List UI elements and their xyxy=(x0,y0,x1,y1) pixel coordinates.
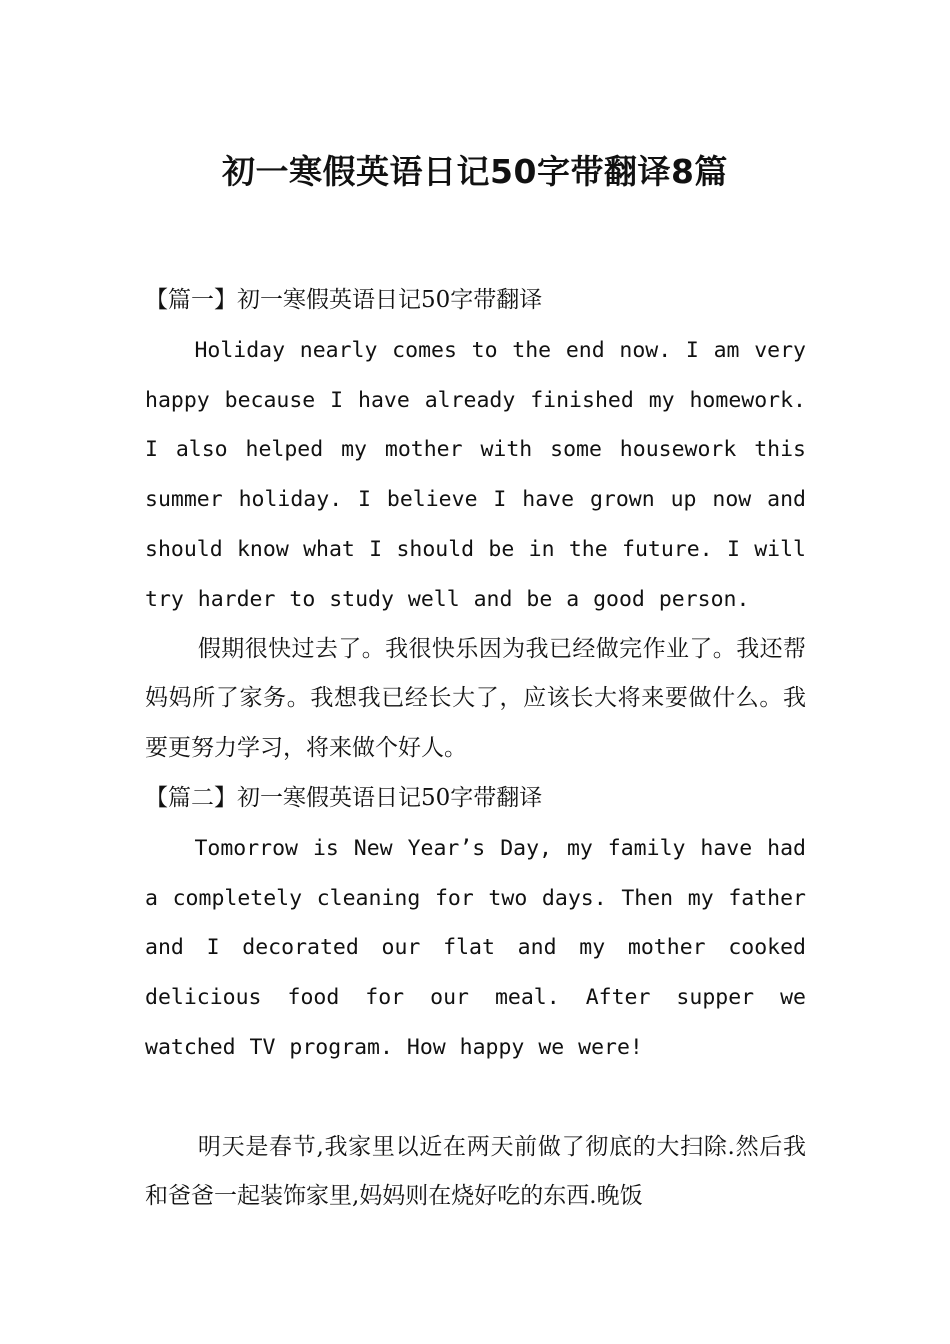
section-2-heading: 【篇二】初一寒假英语日记50字带翻译 xyxy=(145,784,543,811)
section-2-english-paragraph: Tomorrow is New Year’s Day, my family have had a completely cleaning for two days. Then my father and I decorated our flat and my mother cooked delicious food for our meal. After supper we watched TV program. How happy we were! xyxy=(145,835,806,1060)
section-2-chinese-paragraph: 明天是春节,我家里以近在两天前做了彻底的大扫除.然后我和爸爸一起装饰家里,妈妈则在烧好吃的东西.晚饭 xyxy=(145,1133,806,1210)
section-2 xyxy=(145,774,806,1222)
section-1-chinese-paragraph: 假期很快过去了。我很快乐因为我已经做完作业了。我还帮妈妈所了家务。我想我已经长大了，应该长大将来要做什么。我要更努力学习，将来做个好人。 xyxy=(145,635,806,762)
section-1-heading: 【篇一】初一寒假英语日记50字带翻译 xyxy=(145,287,543,313)
section-1-english-paragraph: Holiday nearly comes to the end now. I am very happy because I have already finished my homework. I also helped my mother with some housework this summer holiday. I believe I have grown up now and should know what I should be in the future. I will try harder to study well and be a good person. xyxy=(145,337,806,612)
paragraph-spacer xyxy=(145,1073,806,1123)
document-body xyxy=(145,276,806,1222)
document-title: 初一寒假英语日记50字带翻译8篇 xyxy=(222,152,728,192)
section-1 xyxy=(145,276,806,774)
